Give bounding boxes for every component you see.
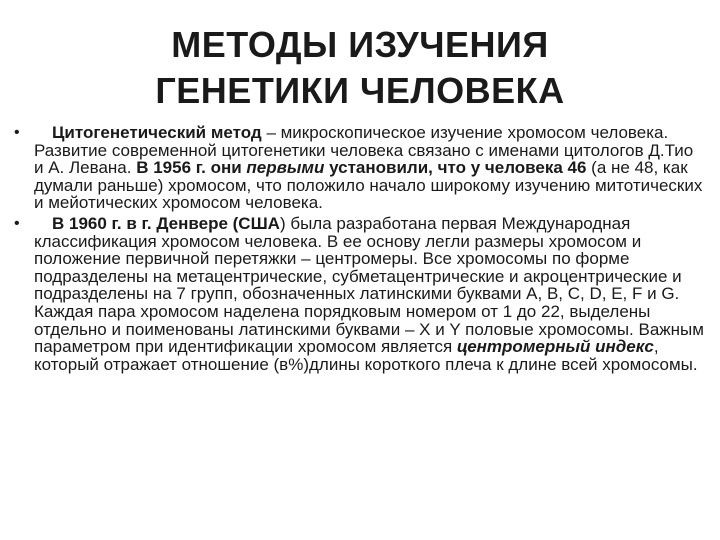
bullet-item-denver bbox=[14, 215, 704, 373]
slide-title bbox=[0, 22, 720, 114]
denver-lead: В 1960 г. в г. Денвере (США bbox=[52, 213, 280, 233]
text-part: ) была разработана первая Международная классификация хромосом человека. В ее основу легли размеры хромосом и положение первичной перетяжки – центромеры. Все хромосомы по форме подразделены на метацентрические, субметацентрические и акроцентрические и подразделены на 7 групп, обозначенных латинскими буквами A, B, C, D, E, F и G. Каждая пара хромосом наделена порядковым номером от 1 до 22, выделены отдельно и поименованы латинскими буквами – X и Y половые хромосомы. Важным параметром при идентификации хромосом является bbox=[34, 213, 704, 357]
bullet-dot-icon: • bbox=[14, 124, 20, 141]
text-part: , который отражает отношение (в%)длины короткого плеча к длине всей хромосомы. bbox=[34, 337, 698, 374]
bullet-text bbox=[34, 215, 704, 373]
bullet-text bbox=[34, 124, 704, 212]
bold-phrase: В 1956 г. они bbox=[136, 158, 247, 178]
bold-phrase-46: установили, что у человека 46 bbox=[324, 158, 587, 178]
text-part: (а не 48, как думали раньше) хромосом, что положило начало широкому изучению митотических и мейотических хромосом человека. bbox=[34, 158, 703, 213]
term-cytogenetic-method: Цитогенетический метод bbox=[52, 123, 262, 142]
term-centromeric-index: центромерный индекс bbox=[456, 337, 654, 357]
bullet-dot-icon: • bbox=[14, 214, 20, 232]
text-part: – микроскопическое изучение хромосом человека. Развитие современной цитогенетики человека связано с именами цитологов Д.Тио и А. Левана. bbox=[34, 123, 694, 178]
bullet-item-cytogenetic bbox=[14, 124, 704, 212]
title-line-2: ГЕНЕТИКИ ЧЕЛОВЕКА bbox=[155, 70, 565, 111]
emphasis-first: первыми bbox=[246, 158, 325, 178]
bullet-list bbox=[14, 124, 704, 373]
title-line-1: МЕТОДЫ ИЗУЧЕНИЯ bbox=[171, 24, 549, 65]
